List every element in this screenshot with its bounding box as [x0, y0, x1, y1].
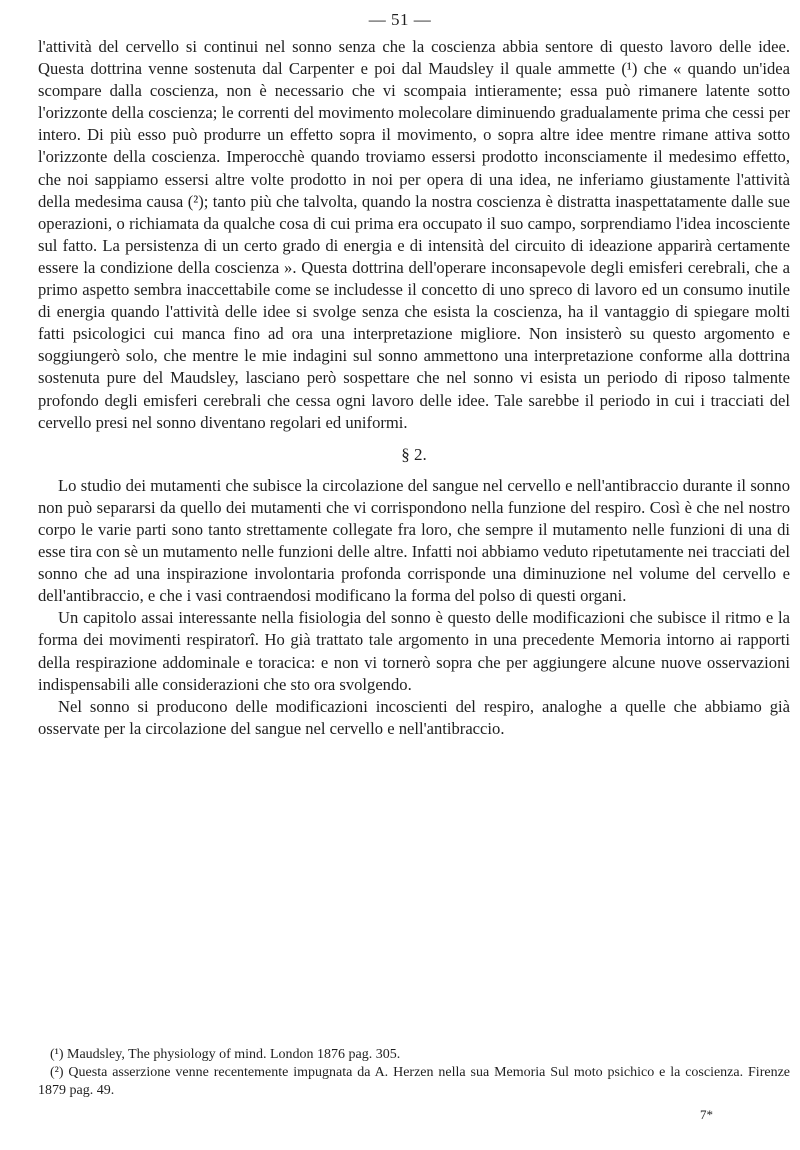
body-text	[38, 36, 790, 740]
section-heading: § 2.	[401, 444, 427, 464]
footnote-1: (¹) Maudsley, The physiology of mind. London 1876 pag. 305.	[50, 1047, 401, 1062]
signature-mark: 7*	[700, 1107, 713, 1122]
paragraph-2: Lo studio dei mutamenti che subisce la circolazione del sangue nel cervello e nell'antibraccio durante il sonno non può separarsi da quello dei mutamenti che vi corrispondono nella funzione del respiro. Così è che nel nostro corpo le varie parti sono tanto strettamente collegate fra loro, che sempre il mutamento nelle funzioni di una di esse tira con sè un mutamento nelle funzioni delle altre. Infatti noi abbiamo veduto ripetutamente nei tracciati del sonno che ad una inspirazione involontaria profonda corrisponde una diminuzione nel volume del cervello e dell'antibraccio, e che i vasi contraendosi modificano la forma del polso di questi organi.	[38, 475, 790, 606]
footnote-2: (²) Questa asserzione venne recentemente impugnata da A. Herzen nella sua Memoria Sul moto psichico e la coscienza. Firenze 1879 pag. 49.	[38, 1065, 790, 1098]
paragraph-4: Nel sonno si producono delle modificazioni incoscienti del respiro, analoghe a quelle che abbiamo già osservate per la circolazione del sangue nel cervello e nell'antibraccio.	[38, 696, 790, 738]
paragraph-3: Un capitolo assai interessante nella fisiologia del sonno è questo delle modificazioni che subisce il ritmo e la forma dei movimenti respiratorî. Ho già trattato tale argomento in una precedente Memoria intorno ai rapporti della respirazione addominale e toracica: e non vi tornerò sopra che per aggiungere alcune nuove osservazioni indispensabili alle considerazioni che sto ora svolgendo.	[38, 608, 790, 694]
page-number: — 51 —	[368, 10, 432, 29]
paragraph-1: l'attività del cervello si continui nel sonno senza che la coscienza abbia sentore di questo lavoro delle idee. Questa dottrina venne sostenuta dal Carpenter e poi dal Maudsley il quale ammette (¹) che « quando un'idea scompare dalla coscienza, non è necessario che vi scompaia intieramente; essa può rimanere latente sotto l'orizzonte della coscienza; le correnti del movimento molecolare diminuendo gradualamente prima che cessi per intero. Di più esso può produrre un effetto sopra il movimento, o sopra altre idee mentre rimane attiva sotto l'orizzonte della coscienza. Imperocchè quando troviamo essersi prodotto inconsciamente il medesimo effetto, che noi sappiamo essersi altre volte prodotto in noi per opera di una idea, ne inferiamo giustamente l'attività della medesima causa (²); tanto più che talvolta, quando la nostra coscienza è distratta inaspettatamente dalle sue operazioni, o richiamata da qualche cosa di cui prima era occupato il suo campo, sorprendiamo l'idea incosciente sul fatto. La persistenza di un certo grado di energia e di intensità del circuito di ideazione apparirà certamente essere la condizione della coscienza ». Questa dottrina dell'operare inconsapevole degli emisferi cerebrali, che a primo aspetto sembra inaccettabile come se includesse il concetto di uno spreco di lavoro ed un consumo inutile di energia quando l'attività delle idee si svolge senza che esista la coscienza, ha il vantaggio di spiegare molti fatti psicologici cui manca fino ad ora una interpretazione migliore. Non insisterò su questo argomento e soggiungerò solo, che mentre le mie indagini sul sonno ammettono una interpretazione conforme alla dottrina sostenuta pure del Maudsley, lasciano però sospettare che nel sonno vi esista un periodo di riposo talmente profondo degli emisferi cerebrali che cessa ogni lavoro delle idee. Tale sarebbe il periodo in cui i tracciati del cervello presi nel sonno diventano regolari ed uniformi.	[38, 37, 790, 432]
footnotes	[38, 1046, 790, 1100]
